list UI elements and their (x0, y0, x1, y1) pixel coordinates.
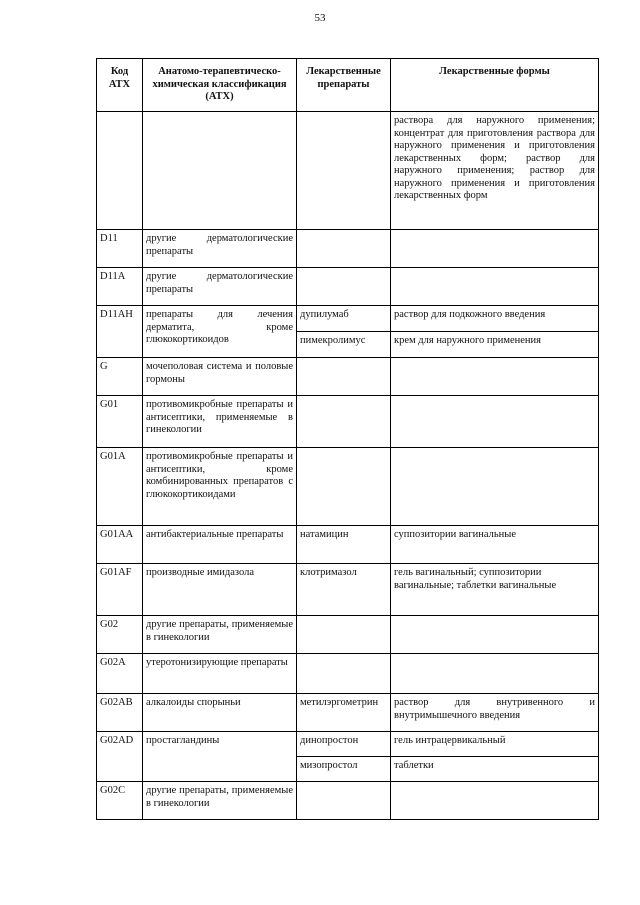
cell-drug (297, 616, 391, 654)
header-drugs: Лекарственные препараты (297, 59, 391, 112)
cell-forms: крем для наружного применения (391, 332, 599, 358)
table-row (97, 654, 599, 694)
cell-code: G02AB (97, 694, 143, 732)
cell-drug (297, 268, 391, 306)
table-row (97, 396, 599, 448)
cell-atc: простагландины (143, 732, 297, 782)
cell-drug (297, 654, 391, 694)
cell-code: D11 (97, 230, 143, 268)
header-atc: Анатомо-терапевтическо-химическая классификация (АТХ) (143, 59, 297, 112)
cell-forms (391, 358, 599, 396)
table-row (97, 564, 599, 616)
cell-drug (297, 112, 391, 230)
cell-code: D11A (97, 268, 143, 306)
cell-code: G02 (97, 616, 143, 654)
cell-drug: натамицин (297, 526, 391, 564)
cell-forms: таблетки (391, 757, 599, 782)
header-row (97, 59, 599, 112)
table-row (97, 448, 599, 526)
cell-drug: пимекролимус (297, 332, 391, 358)
table-row (97, 732, 599, 757)
cell-forms: раствор для подкожного введения (391, 306, 599, 332)
table-row (97, 358, 599, 396)
cell-drug: дупилумаб (297, 306, 391, 332)
cell-code: G01AA (97, 526, 143, 564)
cell-forms: гель интрацервикальный (391, 732, 599, 757)
cell-atc: утеротонизирующие препараты (143, 654, 297, 694)
header-forms: Лекарственные формы (391, 59, 599, 112)
cell-forms: гель вагинальный; суппозитории вагинальные; таблетки вагинальные (391, 564, 599, 616)
cell-code: G01AF (97, 564, 143, 616)
cell-code: D11AH (97, 306, 143, 358)
cell-atc: препараты для лечения дерматита, кроме глюкокортикоидов (143, 306, 297, 358)
table-row (97, 782, 599, 820)
cell-drug: клотримазол (297, 564, 391, 616)
cell-forms (391, 268, 599, 306)
cell-atc: другие препараты, применяемые в гинекологии (143, 616, 297, 654)
cell-forms (391, 654, 599, 694)
table-row (97, 230, 599, 268)
cell-drug: метилэргометрин (297, 694, 391, 732)
cell-forms: суппозитории вагинальные (391, 526, 599, 564)
header-code: Код АТХ (97, 59, 143, 112)
table-row (97, 112, 599, 230)
cell-code: G01 (97, 396, 143, 448)
cell-forms (391, 448, 599, 526)
table-row (97, 306, 599, 332)
cell-drug (297, 448, 391, 526)
cell-forms (391, 782, 599, 820)
cell-atc: противомикробные препараты и антисептики, кроме комбинированных препаратов с глюкокортикоидами (143, 448, 297, 526)
cell-forms (391, 396, 599, 448)
cell-atc: алкалоиды спорыньи (143, 694, 297, 732)
cell-drug: мизопростол (297, 757, 391, 782)
cell-forms: раствора для наружного применения; концентрат для приготовления раствора для наружного применения и приготовления лекарственных форм; раствор для наружного применения; раствор для наружного применения и приготовления лекарственных форм (391, 112, 599, 230)
table-row (97, 694, 599, 732)
cell-code: G02A (97, 654, 143, 694)
cell-atc: противомикробные препараты и антисептики, применяемые в гинекологии (143, 396, 297, 448)
table-row (97, 616, 599, 654)
cell-atc: производные имидазола (143, 564, 297, 616)
cell-code: G (97, 358, 143, 396)
cell-atc: другие дерматологические препараты (143, 230, 297, 268)
cell-atc: мочеполовая система и половые гормоны (143, 358, 297, 396)
atx-table (96, 58, 599, 820)
cell-atc: другие препараты, применяемые в гинекологии (143, 782, 297, 820)
cell-drug (297, 782, 391, 820)
cell-forms (391, 616, 599, 654)
cell-atc (143, 112, 297, 230)
cell-atc: антибактериальные препараты (143, 526, 297, 564)
cell-drug (297, 230, 391, 268)
cell-code: G01A (97, 448, 143, 526)
cell-drug: динопростон (297, 732, 391, 757)
cell-forms (391, 230, 599, 268)
cell-drug (297, 396, 391, 448)
table-row (97, 268, 599, 306)
cell-code: G02AD (97, 732, 143, 782)
page-number: 53 (314, 12, 326, 24)
cell-code: G02C (97, 782, 143, 820)
cell-atc: другие дерматологические препараты (143, 268, 297, 306)
cell-drug (297, 358, 391, 396)
cell-code (97, 112, 143, 230)
cell-forms: раствор для внутривенного и внутримышечного введения (391, 694, 599, 732)
table-row (97, 526, 599, 564)
